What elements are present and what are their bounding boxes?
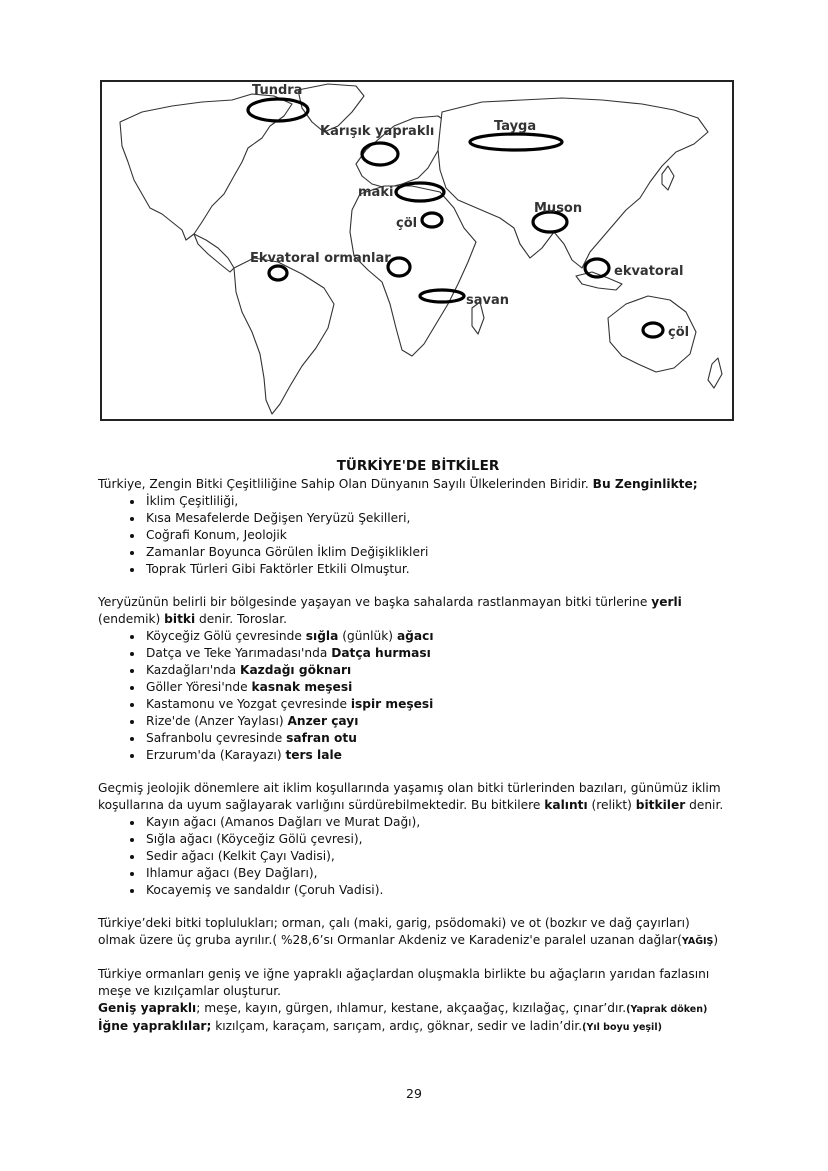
map-label-col-africa: çöl (396, 216, 418, 231)
needleleaf-bold: İğne yapraklılar; (98, 1019, 212, 1033)
central-america-shape (194, 234, 234, 272)
list-item (144, 679, 738, 696)
item-bold: ispir meşesi (350, 697, 434, 711)
item-bold: sığla (305, 629, 339, 643)
list-item: • Sığla ağacı (Köyceğiz Gölü çevresi), (144, 831, 738, 848)
broadleaf-note: (Yaprak döken) (626, 1004, 708, 1015)
endemic-line1-bold: yerli (651, 595, 682, 609)
relict-line2-text: koşullarına da uyum sağlayarak varlığını sürdürebilmektedir. Bu bitkilere (98, 798, 545, 812)
list-item (144, 662, 738, 679)
document-body (98, 458, 738, 1036)
list-item (144, 696, 738, 713)
list-item: • Toprak Türleri Gibi Faktörler Etkili Olmuştur. (144, 561, 738, 578)
endemic-list (98, 628, 738, 764)
list-item: • Kayın ağacı (Amanos Dağları ve Murat Dağı), (144, 814, 738, 831)
item-text: (günlük) (338, 629, 397, 643)
communities-line2-text: olmak üzere üç gruba ayrılır.( %28,6’sı Ormanlar Akdeniz ve Karadeniz'e paralel uzanan dağlar( (98, 933, 682, 947)
broadleaf-text: ; meşe, kayın, gürgen, ıhlamur, kestane, akçaağaç, kızılağaç, çınar’dır. (196, 1001, 627, 1015)
endemic-line2-post: denir. Toroslar. (195, 612, 288, 626)
list-item (144, 628, 738, 645)
communities-line1: Türkiye’deki bitki toplulukları; orman, çalı (maki, garig, psödomaki) ve ot (bozkır ve dağ çayırları) (98, 916, 690, 930)
communities-paragraph (98, 915, 738, 950)
list-item (144, 645, 738, 662)
section-title: TÜRKİYE'DE BİTKİLER (336, 458, 500, 474)
relict-line2-mid: (relikt) (587, 798, 636, 812)
intro-paragraph (98, 476, 738, 493)
communities-yagis: YAĞIŞ (681, 936, 714, 947)
relict-line2-post: denir. (685, 798, 724, 812)
south-america-shape (234, 258, 334, 414)
endemic-line2-text: (endemik) (98, 612, 165, 626)
new-zealand-shape (708, 358, 722, 388)
map-label-karisik: Karışık yapraklı (320, 124, 435, 139)
item-text: Kazdağları'nda (146, 663, 240, 677)
map-label-col-australia: çöl (668, 325, 690, 340)
intro-bold: Bu Zenginlikte; (592, 477, 698, 491)
list-item: • Kocayemiş ve sandaldır (Çoruh Vadisi). (144, 882, 738, 899)
item-text: Safranbolu çevresinde (146, 731, 287, 745)
item-bold: kasnak meşesi (251, 680, 353, 694)
item-text: Köyceğiz Gölü çevresinde (146, 629, 306, 643)
relict-bold-kalinti: kalıntı (544, 798, 588, 812)
item-text: Rize'de (Anzer Yaylası) (146, 714, 288, 728)
page-number: 29 (406, 1086, 422, 1101)
forests-line2: meşe ve kızılçamlar oluşturur. (98, 984, 281, 998)
item-text: Göller Yöresi'nde (146, 680, 252, 694)
list-item: • İklim Çeşitliliği, (144, 493, 738, 510)
item-bold: ağacı (396, 629, 434, 643)
item-bold: safran otu (286, 731, 357, 745)
north-america-shape (120, 94, 292, 240)
list-item: • Zamanlar Boyunca Görülen İklim Değişiklikleri (144, 544, 738, 561)
intro-text: Türkiye, Zengin Bitki Çeşitliliğine Sahip Olan Dünyanın Sayılı Ülkelerinden Biridir. (98, 477, 589, 491)
map-label-tundra: Tundra (252, 83, 303, 98)
map-label-savan: savan (466, 293, 510, 308)
item-text: Kastamonu ve Yozgat çevresinde (146, 697, 351, 711)
map-label-maki: maki (358, 185, 394, 200)
list-item: • Coğrafi Konum, Jeolojik (144, 527, 738, 544)
africa-shape (350, 186, 476, 356)
relict-line1: Geçmiş jeolojik dönemlere ait iklim koşullarında yaşamış olan bitki türlerinden bazıları, günümüz iklim (98, 781, 721, 795)
list-item (144, 747, 738, 764)
map-label-tayga: Tayga (494, 119, 537, 134)
map-label-muson: Muson (534, 201, 583, 216)
world-map-svg (102, 82, 734, 421)
item-bold: Kazdağı göknarı (240, 663, 352, 677)
endemic-paragraph (98, 594, 738, 628)
relict-bold-bitkiler: bitkiler (635, 798, 686, 812)
item-bold: ters lale (285, 748, 342, 762)
factors-list (98, 493, 738, 578)
item-bold: Anzer çayı (287, 714, 359, 728)
item-text: Erzurum'da (Karayazı) (146, 748, 286, 762)
forests-line1: Türkiye ormanları geniş ve iğne yapraklı ağaçlardan oluşmakla birlikte bu ağaçların yarıdan fazlasını (98, 967, 710, 981)
list-item: • Sedir ağacı (Kelkit Çayı Vadisi), (144, 848, 738, 865)
world-vegetation-map (100, 80, 734, 421)
item-bold: Datça hurması (331, 646, 431, 660)
list-item: • Kısa Mesafelerde Değişen Yeryüzü Şekilleri, (144, 510, 738, 527)
needleleaf-note: (Yıl boyu yeşil) (582, 1022, 662, 1033)
needleleaf-text: kızılçam, karaçam, sarıçam, ardıç, göknar, sedir ve ladin’dir. (211, 1019, 583, 1033)
japan-shape (662, 166, 674, 190)
relict-list (98, 814, 738, 899)
endemic-line1-text: Yeryüzünün belirli bir bölgesinde yaşayan ve başka sahalarda rastlanmayan bitki türlerine (98, 595, 652, 609)
list-item: • Ihlamur ağacı (Bey Dağları), (144, 865, 738, 882)
item-text: Datça ve Teke Yarımadası'nda (146, 646, 332, 660)
list-item (144, 713, 738, 730)
endemic-line2-bold: bitki (164, 612, 196, 626)
forests-paragraph (98, 966, 738, 1036)
communities-line2-post: ) (713, 933, 719, 947)
map-label-ekvatoral: ekvatoral (614, 264, 684, 279)
map-label-ekvatoral-ormanlar: Ekvatoral ormanlar (250, 251, 391, 266)
list-item (144, 730, 738, 747)
broadleaf-bold: Geniş yapraklı (98, 1001, 197, 1015)
relict-paragraph (98, 780, 738, 814)
